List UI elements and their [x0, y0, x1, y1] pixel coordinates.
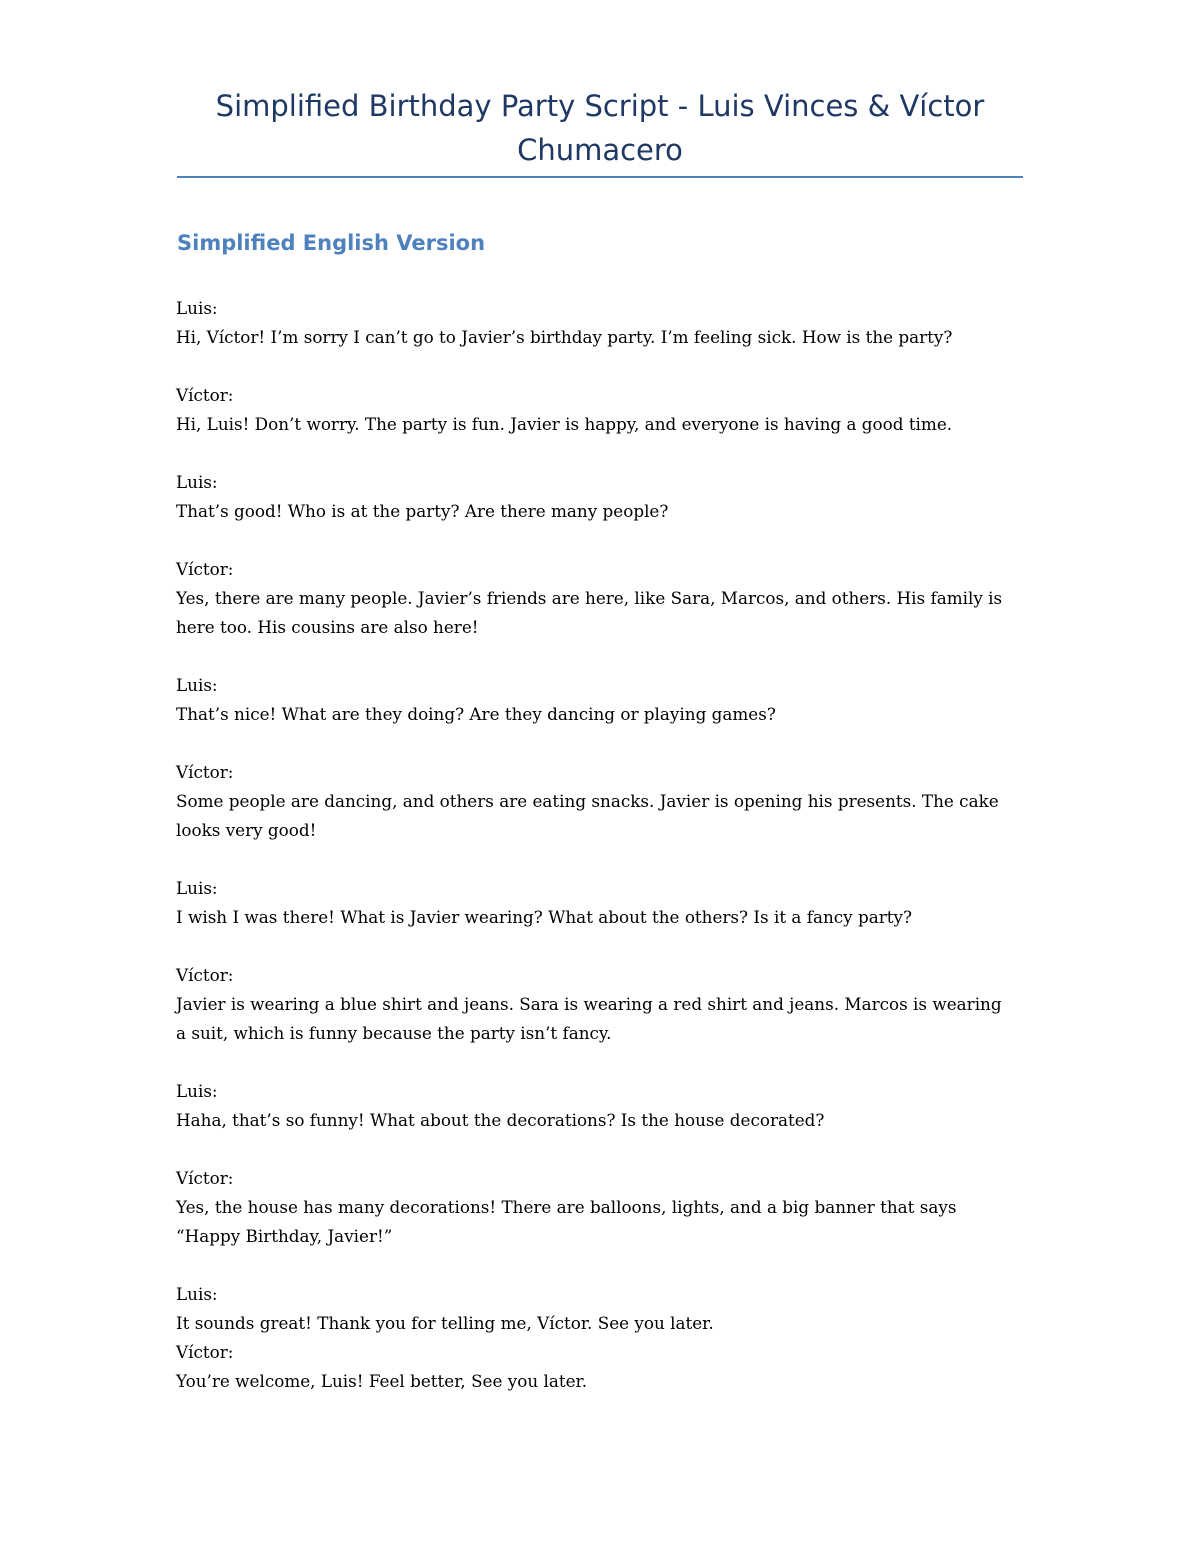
speaker-name: Luis: [176, 472, 218, 492]
dialogue-script [176, 294, 1016, 1425]
dialogue-turn [176, 671, 1016, 729]
dialogue-line: Haha, that’s so funny! What about the decorations? Is the house decorated? [176, 1110, 825, 1130]
speaker-name: Luis: [176, 1081, 218, 1101]
dialogue-line: Hi, Luis! Don’t worry. The party is fun. Javier is happy, and everyone is having a good time. [176, 414, 953, 434]
dialogue-line: It sounds great! Thank you for telling me, Víctor. See you later. [176, 1313, 714, 1333]
dialogue-turn [176, 961, 1016, 1048]
dialogue-turn [176, 874, 1016, 932]
speaker-name: Víctor: [176, 965, 234, 985]
speaker-name: Víctor: [176, 1342, 234, 1362]
dialogue-turn [176, 294, 1016, 352]
dialogue-line: Yes, the house has many decorations! There are balloons, lights, and a big banner that says “Happy Birthday, Javier!” [176, 1197, 957, 1246]
speaker-name: Víctor: [176, 1168, 234, 1188]
title-underline-rule [177, 176, 1023, 178]
dialogue-line: I wish I was there! What is Javier wearing? What about the others? Is it a fancy party? [176, 907, 912, 927]
document-title: Simplified Birthday Party Script - Luis Vinces & Víctor Chumacero [215, 89, 985, 167]
speaker-name: Luis: [176, 675, 218, 695]
dialogue-line: Yes, there are many people. Javier’s friends are here, like Sara, Marcos, and others. His family is here too. His cousins are also here! [176, 588, 1003, 637]
speaker-name: Luis: [176, 298, 218, 318]
dialogue-turn [176, 1338, 1016, 1396]
speaker-name: Víctor: [176, 559, 234, 579]
dialogue-turn [176, 381, 1016, 439]
dialogue-turn [176, 1280, 1016, 1338]
speaker-name: Víctor: [176, 385, 234, 405]
dialogue-line: Some people are dancing, and others are eating snacks. Javier is opening his presents. The cake looks very good! [176, 791, 999, 840]
speaker-name: Luis: [176, 878, 218, 898]
speaker-name: Luis: [176, 1284, 218, 1304]
dialogue-turn [176, 555, 1016, 642]
dialogue-turn [176, 1077, 1016, 1135]
dialogue-line: You’re welcome, Luis! Feel better, See you later. [176, 1371, 588, 1391]
dialogue-line: Javier is wearing a blue shirt and jeans. Sara is wearing a red shirt and jeans. Marcos is wearing a suit, which is funny because the party isn’t fancy. [176, 994, 1002, 1043]
speaker-name: Víctor: [176, 762, 234, 782]
section-heading: Simplified English Version [177, 231, 486, 255]
dialogue-turn [176, 758, 1016, 845]
dialogue-line: That’s nice! What are they doing? Are they dancing or playing games? [176, 704, 776, 724]
dialogue-line: That’s good! Who is at the party? Are there many people? [176, 501, 669, 521]
dialogue-turn [176, 1164, 1016, 1251]
dialogue-turn [176, 468, 1016, 526]
dialogue-line: Hi, Víctor! I’m sorry I can’t go to Javier’s birthday party. I’m feeling sick. How is the party? [176, 327, 953, 347]
